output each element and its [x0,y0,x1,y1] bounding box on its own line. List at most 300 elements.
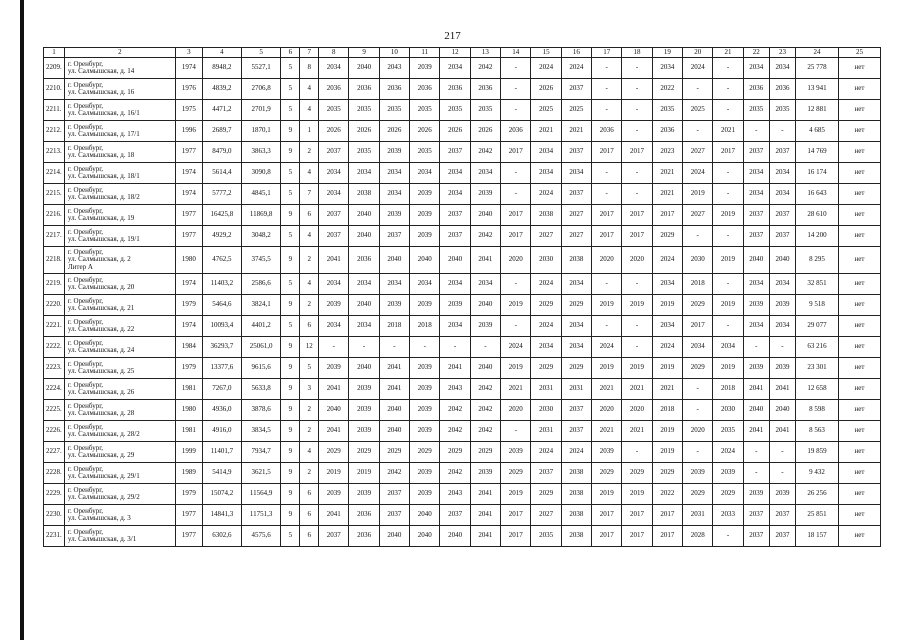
table-cell: 5777,2 [203,184,242,205]
table-row [44,337,881,358]
table-cell: 2023 [652,142,682,163]
table-row [44,400,881,421]
address-cell: г. Оренбург, ул. Салмышская, д. 28/2 [64,421,175,442]
row-number: 2231. [44,526,65,547]
table-cell: 15074,2 [203,484,242,505]
address-cell: г. Оренбург, ул. Салмышская, д. 3 [64,505,175,526]
table-row [44,142,881,163]
table-cell: 2039 [470,316,500,337]
table-cell: 8 295 [796,247,839,274]
row-number: 2213. [44,142,65,163]
table-cell: 2040 [743,247,769,274]
address-cell: г. Оренбург, ул. Салмышская, д. 16/1 [64,100,175,121]
table-cell: 2025 [561,100,591,121]
table-cell: 1979 [175,295,202,316]
table-cell: 3745,5 [241,247,281,274]
table-cell: 2037 [743,142,769,163]
table-cell: - [440,337,470,358]
table-cell: 2038 [561,463,591,484]
table-cell: 2037 [769,226,795,247]
row-number: 2214. [44,163,65,184]
table-cell: 7267,0 [203,379,242,400]
table-cell: 2030 [713,400,743,421]
table-cell: 4845,1 [241,184,281,205]
table-cell: 2039 [410,58,440,79]
table-cell: 2041 [319,421,349,442]
row-number: 2221. [44,316,65,337]
table-cell: 2019 [501,295,531,316]
table-cell: 36293,7 [203,337,242,358]
table-cell: 2017 [622,505,652,526]
table-cell: 4762,5 [203,247,242,274]
table-cell: 4 685 [796,121,839,142]
table-cell: 2038 [561,526,591,547]
table-cell: - [622,163,652,184]
table-cell: 2019 [622,358,652,379]
table-cell: 1996 [175,121,202,142]
table-cell: 3863,3 [241,142,281,163]
table-cell: 2036 [319,79,349,100]
table-cell: 2020 [622,247,652,274]
table-cell: 2041 [319,505,349,526]
table-cell: 2037 [769,505,795,526]
table-cell: 8 563 [796,421,839,442]
table-cell: 9 [281,205,300,226]
table-cell: 2034 [440,58,470,79]
table-cell: 1977 [175,142,202,163]
table-cell: 4 [300,442,319,463]
table-cell: 2 [300,421,319,442]
table-cell: 1974 [175,184,202,205]
table-cell: 2035 [531,526,561,547]
table-cell: 26 256 [796,484,839,505]
table-cell: 2037 [561,400,591,421]
table-cell: 2036 [592,121,622,142]
table-cell: 2021 [652,184,682,205]
table-cell: 5 [281,274,300,295]
table-cell: - [379,337,409,358]
table-cell: 2039 [410,484,440,505]
table-cell: - [683,79,713,100]
table-row [44,184,881,205]
table-cell: 3048,2 [241,226,281,247]
table-cell: 4471,2 [203,100,242,121]
table-cell: 2027 [531,226,561,247]
table-cell: 2020 [501,400,531,421]
table-cell: - [622,337,652,358]
row-number: 2218. [44,247,65,274]
table-cell: 2039 [683,463,713,484]
table-cell: 2039 [410,295,440,316]
table-cell: 2034 [743,316,769,337]
table-cell: 1975 [175,100,202,121]
table-cell: 2039 [410,400,440,421]
table-cell: 5 [281,58,300,79]
table-cell: 2034 [652,58,682,79]
table-cell: 2021 [652,379,682,400]
table-cell: 2040 [349,295,379,316]
table-cell: - [683,226,713,247]
table-cell: - [592,274,622,295]
table-cell: 2017 [592,226,622,247]
table-cell: 9 [281,337,300,358]
table-cell: 2036 [379,79,409,100]
row-number: 2228. [44,463,65,484]
table-cell: 9 [281,358,300,379]
table-cell: 2 [300,142,319,163]
table-cell: 2033 [713,505,743,526]
column-header: 16 [561,48,591,58]
table-cell: 2026 [410,121,440,142]
table-cell: нет [838,337,880,358]
table-cell: 2040 [379,421,409,442]
table-cell: 2034 [561,337,591,358]
table-cell: 2039 [349,400,379,421]
table-cell: 2024 [592,337,622,358]
address-cell: г. Оренбург, ул. Салмышская, д. 29 [64,442,175,463]
table-cell: 2026 [531,79,561,100]
table-cell: 2040 [319,400,349,421]
table-cell: 14841,3 [203,505,242,526]
table-cell: 2029 [410,442,440,463]
table-cell: 2039 [319,295,349,316]
table-cell: 2037 [379,484,409,505]
table-cell: 2021 [622,379,652,400]
table-cell: 2039 [501,442,531,463]
table-cell: 2038 [561,505,591,526]
table-cell: 2039 [410,379,440,400]
table-row [44,58,881,79]
table-cell: - [622,442,652,463]
table-cell: 1979 [175,358,202,379]
table-cell: 2042 [470,58,500,79]
table-cell: нет [838,421,880,442]
table-cell: нет [838,358,880,379]
table-cell: 2034 [319,316,349,337]
table-cell: 8479,0 [203,142,242,163]
table-cell: 2031 [531,421,561,442]
table-cell: 2029 [683,484,713,505]
table-cell: 6 [300,316,319,337]
table-cell: 1979 [175,484,202,505]
table-cell: 2024 [531,442,561,463]
table-cell: нет [838,226,880,247]
table-cell: 2018 [652,400,682,421]
table-cell: 2039 [319,358,349,379]
table-cell: 2034 [769,184,795,205]
table-cell: 2041 [470,505,500,526]
table-cell: 2029 [379,442,409,463]
table-cell: 4575,6 [241,526,281,547]
table-cell: 5 [281,526,300,547]
table-cell: 2024 [561,58,591,79]
table-cell: 2036 [410,79,440,100]
table-cell: 4936,0 [203,400,242,421]
table-row [44,79,881,100]
table-cell: 5 [281,163,300,184]
table-cell: 25 778 [796,58,839,79]
table-cell: 9 [281,142,300,163]
table-cell: 2034 [379,163,409,184]
table-cell: 2039 [379,205,409,226]
column-header: 22 [743,48,769,58]
table-cell: 63 216 [796,337,839,358]
table-cell: 2019 [713,205,743,226]
address-cell: г. Оренбург, ул. Салмышская, д. 20 [64,274,175,295]
table-cell: 9 [281,247,300,274]
table-cell: нет [838,316,880,337]
table-cell: 25061,0 [241,337,281,358]
table-cell: 2039 [592,442,622,463]
table-cell: 2034 [743,58,769,79]
row-number: 2222. [44,337,65,358]
row-number: 2225. [44,400,65,421]
table-cell: - [622,184,652,205]
table-cell: 2034 [769,58,795,79]
table-cell: 2039 [410,205,440,226]
table-cell: 2036 [501,121,531,142]
table-cell: 9 518 [796,295,839,316]
table-cell: 14 200 [796,226,839,247]
table-cell: 2019 [622,295,652,316]
table-cell: 2034 [410,274,440,295]
table-cell: 2017 [501,142,531,163]
table-cell: 2034 [683,337,713,358]
table-cell: 1 [300,121,319,142]
table-row [44,247,881,274]
table-cell: 5 [281,79,300,100]
table-cell: 2039 [769,484,795,505]
table-cell: 2037 [743,505,769,526]
table-cell: 2034 [561,274,591,295]
table-cell: нет [838,247,880,274]
table-cell: 2021 [622,421,652,442]
table-cell: 2034 [440,274,470,295]
table-cell: 1974 [175,316,202,337]
table-cell: 2036 [769,79,795,100]
table-cell: 2034 [319,184,349,205]
table-cell: 2024 [531,58,561,79]
column-header: 4 [203,48,242,58]
table-cell: 2037 [319,142,349,163]
table-cell: 2017 [592,505,622,526]
table-cell: 4 [300,226,319,247]
table-cell: 2024 [561,442,591,463]
column-header: 20 [683,48,713,58]
table-cell: 9 [281,505,300,526]
table-cell: 2039 [379,295,409,316]
table-cell: 4 [300,79,319,100]
table-cell: 2689,7 [203,121,242,142]
table-cell: нет [838,79,880,100]
row-number: 2217. [44,226,65,247]
table-cell: нет [838,142,880,163]
table-cell: 2040 [410,247,440,274]
table-cell: 2037 [440,505,470,526]
table-cell: 16 174 [796,163,839,184]
table-row [44,526,881,547]
table-cell: 2034 [743,274,769,295]
table-cell: 2019 [592,484,622,505]
table-cell: - [713,274,743,295]
table-cell: 2021 [531,121,561,142]
table-cell: 1989 [175,463,202,484]
table-cell: 2040 [470,295,500,316]
row-number: 2230. [44,505,65,526]
table-cell: нет [838,505,880,526]
table-row [44,463,881,484]
table-row [44,316,881,337]
table-cell: 2042 [470,226,500,247]
table-cell: 2040 [769,247,795,274]
table-cell: 11869,8 [241,205,281,226]
table-cell: 2037 [440,226,470,247]
table-cell: 5 [281,226,300,247]
column-header: 3 [175,48,202,58]
table-cell: - [470,337,500,358]
table-cell: 2024 [683,58,713,79]
table-cell: 9 [281,400,300,421]
table-cell: 5527,1 [241,58,281,79]
table-cell: 2040 [470,205,500,226]
table-cell: 2039 [349,421,379,442]
table-cell: 12 658 [796,379,839,400]
table-cell: 1981 [175,421,202,442]
table-cell: 5633,8 [241,379,281,400]
table-cell: 16 643 [796,184,839,205]
table-cell: 2038 [531,205,561,226]
table-cell: 2035 [743,100,769,121]
table-cell: 2018 [713,379,743,400]
column-header: 1 [44,48,65,58]
table-cell: 2027 [531,505,561,526]
table-cell: 2029 [652,226,682,247]
table-cell: 2029 [622,463,652,484]
table-cell: 2043 [440,484,470,505]
table-cell: 2027 [561,226,591,247]
table-cell: 2027 [561,205,591,226]
table-cell: 2037 [319,226,349,247]
table-cell: - [713,316,743,337]
column-header: 9 [349,48,379,58]
column-header: 2 [64,48,175,58]
table-cell: 2019 [501,358,531,379]
table-cell: 2034 [349,316,379,337]
address-cell: г. Оренбург, ул. Салмышская, д. 26 [64,379,175,400]
table-cell: 13 941 [796,79,839,100]
column-header: 8 [319,48,349,58]
table-cell: - [743,337,769,358]
table-cell: 1977 [175,226,202,247]
table-cell: 2034 [349,274,379,295]
table-cell: - [713,226,743,247]
address-cell: г. Оренбург, ул. Салмышская, д. 29/1 [64,463,175,484]
table-cell: - [501,163,531,184]
table-row [44,358,881,379]
table-cell: 2031 [561,379,591,400]
table-cell: 2029 [349,442,379,463]
column-header: 24 [796,48,839,58]
table-cell: 5 [300,358,319,379]
column-header: 6 [281,48,300,58]
table-cell: - [769,442,795,463]
table-cell: 2020 [683,421,713,442]
table-cell: 2036 [743,79,769,100]
table-cell: 2034 [561,163,591,184]
row-number: 2210. [44,79,65,100]
table-cell: 1981 [175,379,202,400]
table-cell: 5414,9 [203,463,242,484]
table-cell: 2024 [531,316,561,337]
table-row [44,484,881,505]
table-cell: 2040 [379,247,409,274]
table-cell: 2017 [501,205,531,226]
table-cell: 2037 [743,226,769,247]
table-cell: 2026 [440,121,470,142]
table-cell: 2042 [470,379,500,400]
table-cell: 2019 [652,442,682,463]
table-cell: 2035 [652,100,682,121]
table-cell: 2026 [319,121,349,142]
table-cell: 2041 [769,421,795,442]
table-cell: 2040 [379,526,409,547]
table-cell: 4839,2 [203,79,242,100]
table-cell: 2019 [652,295,682,316]
table-cell: - [743,121,769,142]
table-cell: 5 [281,316,300,337]
housing-table [43,47,881,547]
table-cell: - [319,337,349,358]
table-cell: 2 [300,247,319,274]
table-cell: 11401,7 [203,442,242,463]
table-cell: 2042 [379,463,409,484]
column-header: 10 [379,48,409,58]
table-cell: 2019 [713,247,743,274]
address-cell: г. Оренбург, ул. Салмышская, д. 28 [64,400,175,421]
table-cell: 2030 [531,400,561,421]
table-cell: 2039 [440,295,470,316]
table-cell: нет [838,484,880,505]
table-cell: 2018 [379,316,409,337]
table-cell: - [501,274,531,295]
table-cell: 2042 [440,421,470,442]
table-cell: 2040 [349,58,379,79]
table-cell: 3090,8 [241,163,281,184]
table-cell: 7934,7 [241,442,281,463]
table-cell: 2040 [349,205,379,226]
table-cell: 2034 [470,274,500,295]
address-cell: г. Оренбург, ул. Салмышская, д. 29/2 [64,484,175,505]
table-cell: 2586,6 [241,274,281,295]
table-cell: 2020 [592,400,622,421]
table-cell: 6302,6 [203,526,242,547]
table-cell: 2037 [440,142,470,163]
table-cell: 2043 [379,58,409,79]
table-cell: 2035 [769,100,795,121]
table-cell: 2040 [379,400,409,421]
table-cell: 2019 [683,184,713,205]
table-cell: 9 [281,421,300,442]
table-cell: 2024 [531,274,561,295]
table-cell: 2037 [319,205,349,226]
table-cell: 2025 [683,100,713,121]
table-row [44,505,881,526]
table-cell: 2021 [652,163,682,184]
table-cell: 6 [300,505,319,526]
table-row [44,295,881,316]
table-cell: 11403,2 [203,274,242,295]
table-cell: 2034 [769,274,795,295]
